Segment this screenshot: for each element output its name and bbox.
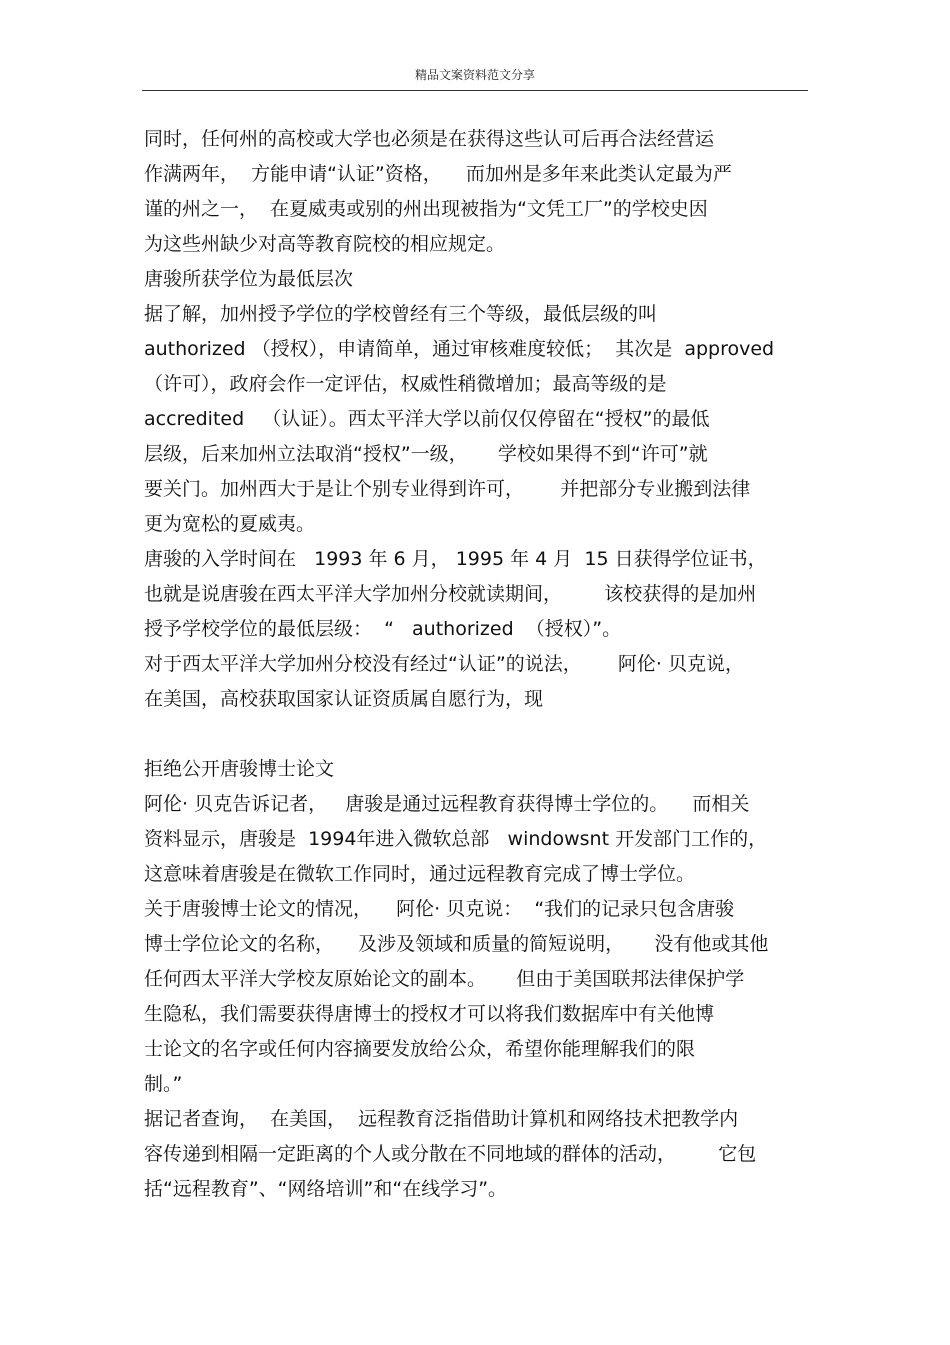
text-line: 阿伦· 贝克告诉记者， 唐骏是通过远程教育获得博士学位的。 而相关 [144, 793, 750, 815]
section-heading: 唐骏所获学位为最低层次 [144, 268, 354, 290]
text-line: 士论文的名字或任何内容摘要发放给公众，希望你能理解我们的限 [144, 1038, 696, 1060]
text-block-2 [144, 752, 808, 1207]
text-line: （许可），政府会作一定评估，权威性稍微增加；最高等级的是 [144, 373, 667, 395]
text-line: 唐骏的入学时间在 1993 年 6 月， 1995 年 4 月 15 日获得学位证书， [144, 548, 767, 570]
document-body [144, 122, 808, 1207]
text-line: 任何西太平洋大学校友原始论文的副本。 但由于美国联邦法律保护学 [144, 968, 745, 990]
text-line: 同时，任何州的高校或大学也必须是在获得这些认可后再合法经营运 [144, 128, 715, 150]
text-line: 在美国，高校获取国家认证资质属自愿行为，现 [144, 688, 544, 710]
paragraph-gap [144, 717, 808, 752]
text-line: 对于西太平洋大学加州分校没有经过“认证”的说法， 阿伦· 贝克说， [144, 653, 745, 675]
text-line: 这意味着唐骏是在微软工作同时，通过远程教育完成了博士学位。 [144, 863, 696, 885]
text-line: 授予学校学位的最低层级： “ authorized （授权）”。 [144, 618, 622, 640]
text-line: 作满两年， 方能申请“认证”资格， 而加州是多年来此类认定最为严 [144, 163, 732, 185]
text-line: 谨的州之一， 在夏威夷或别的州出现被指为“文凭工厂”的学校史因 [144, 198, 708, 220]
text-line: 更为宽松的夏威夷。 [144, 513, 316, 535]
text-line: 资料显示，唐骏是 1994年进入微软总部 windowsnt 开发部门工作的， [144, 828, 768, 850]
text-line: 要关门。加州西大于是让个别专业得到许可， 并把部分专业搬到法律 [144, 478, 751, 500]
page-header: 精品文案资料范文分享 [414, 68, 535, 82]
text-line: 生隐私，我们需要获得唐博士的授权才可以将我们数据库中有关他博 [144, 1003, 715, 1025]
text-line: 博士学位论文的名称， 及涉及领域和质量的简短说明， 没有他或其他 [144, 933, 769, 955]
text-block-1 [144, 122, 808, 717]
text-line: 容传递到相隔一定距离的个人或分散在不同地域的群体的活动， 它包 [144, 1143, 757, 1165]
text-line: 为这些州缺少对高等教育院校的相应规定。 [144, 233, 506, 255]
text-line: 制。” [144, 1073, 183, 1095]
text-line: 层级，后来加州立法取消“授权”一级， 学校如果得不到“许可”就 [144, 443, 708, 465]
text-line: 据记者查询， 在美国， 远程教育泛指借助计算机和网络技术把教学内 [144, 1108, 739, 1130]
text-line: authorized （授权），申请简单，通过审核难度较低； 其次是 approved [144, 338, 775, 360]
text-line: 关于唐骏博士论文的情况， 阿伦· 贝克说： “我们的记录只包含唐骏 [144, 898, 735, 920]
text-line: accredited （认证）。西太平洋大学以前仅仅停留在“授权”的最低 [144, 408, 710, 430]
header-divider [142, 90, 808, 91]
text-line: 也就是说唐骏在西太平洋大学加州分校就读期间， 该校获得的是加州 [144, 583, 757, 605]
section-heading: 拒绝公开唐骏博士论文 [144, 758, 335, 780]
text-line: 据了解，加州授予学位的学校曾经有三个等级，最低层级的叫 [144, 303, 658, 325]
text-line: 括“远程教育”、“网络培训”和“在线学习”。 [144, 1178, 508, 1200]
